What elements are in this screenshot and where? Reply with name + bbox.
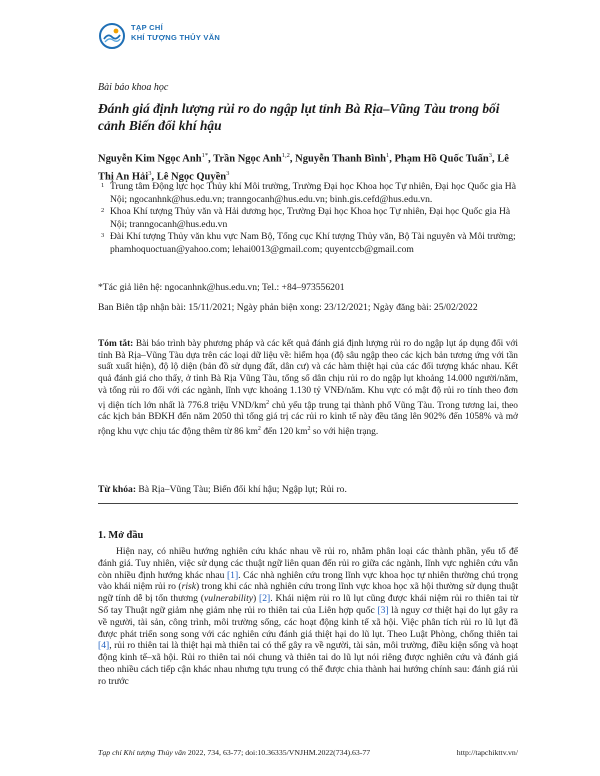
abstract-text: đến 120 km (260, 427, 308, 438)
author-name: Nguyễn Thanh Bình (295, 153, 387, 165)
author-name: Trần Ngọc Anh (213, 153, 282, 165)
publication-dates: Ban Biên tập nhận bài: 15/11/2021; Ngày phản biện xong: 23/12/2021; Ngày đăng bài: 25/02/2022 (98, 302, 478, 313)
logo-line-1: TẠP CHÍ (131, 23, 163, 32)
article-title: Đánh giá định lượng rủi ro do ngập lụt tỉnh Bà Rịa–Vũng Tàu trong bối cảnh Biến đổi khí hậu (98, 101, 500, 133)
affiliation-text: Khoa Khí tượng Thủy văn và Hải dương học, Trường Đại học Khoa học Tự nhiên, Đại học Quốc gia Hà Nội; tranngocanh@hus.edu.vn (110, 206, 511, 230)
body-term: risk (181, 581, 196, 593)
keywords-text: Bà Rịa–Vũng Tàu; Biến đổi khí hậu; Ngập lụt; Rủi ro. (136, 484, 347, 495)
author-affil-marker: 1* (201, 152, 209, 159)
corresponding-author: *Tác giả liên hệ: ngocanhnk@hus.edu.vn; Tel.: +84–973556201 (98, 282, 345, 293)
abstract (98, 339, 518, 439)
section-divider (98, 503, 518, 504)
author-affil-marker: 1,2 (281, 152, 290, 159)
body-text: ) (253, 593, 260, 605)
logo-line-2: KHÍ TƯỢNG THỦY VĂN (131, 33, 221, 42)
body-paragraph (98, 546, 518, 688)
body-text: ) trong khi các nhà nghiên cứu trong lĩnh vực khoa học xã hội thường sử dụng thuật ngữ tính dễ bị tổn thương ( (98, 581, 518, 605)
page-footer (98, 748, 518, 758)
affiliation-item (98, 206, 518, 231)
author-name: Phạm Hồ Quốc Tuấn (394, 153, 489, 165)
citation-link[interactable]: [1] (226, 569, 239, 581)
author-affil-marker: 1 (386, 152, 390, 159)
footer-journal-name: Tạp chí Khí tượng Thủy văn (98, 748, 186, 757)
body-text: , rủi ro thiên tai là thiệt hại mà thiên tai có thể gây ra về người, tài sản, môi trường, điều kiện sống và hoạt động kinh tế–xã hội. Rủi ro thiên tai nói chung và thiên tai do lũ lụt nói riêng được nghiên cứu và đánh giá theo nhiều cách tiếp cận khác nhau nhưng tựu trung có thể được chia thành hai hướng chính sau: đánh giá rủi ro trước (98, 640, 518, 687)
affiliation-number: 1 (101, 182, 105, 189)
abstract-label: Tóm tắt: (98, 339, 134, 349)
affiliation-number: 2 (101, 207, 105, 215)
author-name: Lê Ngọc Quyền (156, 171, 227, 182)
affiliation-list (98, 181, 518, 257)
section-heading: 1. Mở đầu (98, 530, 144, 541)
journal-emblem-icon (98, 22, 126, 50)
footer-citation: 2022, 734, 63-77; doi:10.36335/VNJHM.2022(734).63-77 (185, 748, 371, 757)
journal-logo (98, 20, 268, 52)
body-text: . Khái niệm rủi ro lũ lụt cũng được khái niệm rủi ro thiên tai từ Sổ tay Thuật ngữ giảm nhẹ giảm nhẹ rủi ro thiên tai của Liên hợp quốc (98, 593, 518, 616)
body-text: Hiện nay, có nhiều hướng nghiên cứu khác nhau về rủi ro, nhằm phân loại các thành phần, yếu tố để đánh giá. Tuy nhiên, việc sử dụng các thuật ngữ liên quan đến rủi ro giữa các ngành, lĩnh vực nghiên cứu vẫn còn nhiều định hướng khác nhau (98, 546, 518, 581)
affiliation-item (98, 181, 518, 206)
citation-link[interactable]: [4] (98, 640, 110, 652)
author-affil-marker: 3 (226, 169, 230, 177)
author-name: Lê Thị An Hải (98, 153, 509, 182)
abstract-text: Bài báo trình bày phương pháp và các kết quả đánh giá định lượng rủi ro do ngập lụt áp dụng đối với tỉnh Bà Rịa–Vũng Tàu dựa trên các loại dữ liệu về: hiểm họa (độ sâu ngập theo các kịch bản tương ứng với tần suất xuất hiện), độ lộ diện (bản đồ sử dụng đất, dân cư) và các hàm thiệt hại của các đối tượng khác nhau. Kết quả đánh giá cho thấy, ở tỉnh Bà Rịa Vũng Tàu, tổng số dân chịu rủi ro do ngập lụt khoảng 14.000 người/năm, và tổng rủi ro đối với các ngành, lĩnh vực khoảng 1.130 tỷ VNĐ/năm. Khu vực có mật độ rủi ro tính theo đơn vị diện tích lớn nhất là 776.8 triệu VND/km (98, 339, 518, 411)
keywords-label: Từ khóa: (98, 484, 137, 495)
author-list: Nguyễn Kim Ngọc Anh$^{1*}$, Trần Ngọc Anh$^{1,2}$, Nguyễn Thanh Bình$^1$, Phạm Hồ Quốc Tuấn$^3$, Lê Thị An Hải$^3$, Lê Ngọc Quyền$^3$ (98, 152, 509, 182)
author-name: Nguyễn Kim Ngọc Anh (98, 153, 202, 165)
article-kind: Bài báo khoa học (98, 82, 169, 93)
body-text: . Các nhà nghiên cứu trong lĩnh vực khoa học tự nhiên thường chú trọng vào khái niệm rủi ro ( (98, 569, 518, 593)
body-text: là nguy cơ thiệt hại do lụt gây ra về người, tài sản, công trình, môi trường sống, các hoạt động kinh tế xã hội. Việc phân tích rủi ro lũ lụt đã được phát triển song song với các nghiên cứu đánh giá thiệt hại do lũ lụt. Theo Luật Phòng, chống thiên tai (98, 604, 518, 640)
citation-link[interactable]: [3] (377, 604, 389, 616)
citation-link[interactable]: [2] (259, 593, 271, 605)
journal-logo-text (131, 23, 220, 43)
affiliation-item (98, 231, 518, 256)
affiliation-number: 3 (101, 232, 105, 240)
body-term: vulnerability (203, 593, 253, 605)
affiliation-text: Đài Khí tượng Thủy văn khu vực Nam Bộ, Tổng cục Khí tượng Thủy văn, Bộ Tài nguyên và Môi trường; phamhoquoctuan@yahoo.com; lehai0013@gmail.com; quyentccb@gmail.com (110, 231, 516, 255)
keywords (98, 484, 518, 496)
abstract-superscript: 2 (257, 426, 261, 433)
abstract-superscript: 2 (307, 426, 311, 433)
author-affil-marker: 3 (148, 169, 152, 177)
footer-url-link[interactable]: http://tapchikttv.vn/ (456, 748, 518, 757)
author-affil-marker: 3 (488, 152, 493, 159)
affiliation-text: Trung tâm Động lực học Thủy khí Môi trường, Trường Đại học Khoa học Tự nhiên, Đại học Quốc gia Hà Nội; ngocanhnk@hus.edu.vn; tranngocanh@hus.edu.vn; binh.gis.cefd@hus.edu.vn. (110, 181, 516, 205)
abstract-text: so với hiện trạng. (310, 427, 379, 438)
abstract-text: chủ yếu tập trung tại thành phố Vũng Tàu. Trong tương lai, theo các kịch bản BĐKH đến năm 2050 thì tổng giá trị các rủi ro kinh tế này đều tăng lên 902% đến 1058% và mở rộng khu vực chịu tác động thêm từ 86 km (98, 400, 518, 438)
abstract-superscript: 2 (266, 399, 270, 406)
